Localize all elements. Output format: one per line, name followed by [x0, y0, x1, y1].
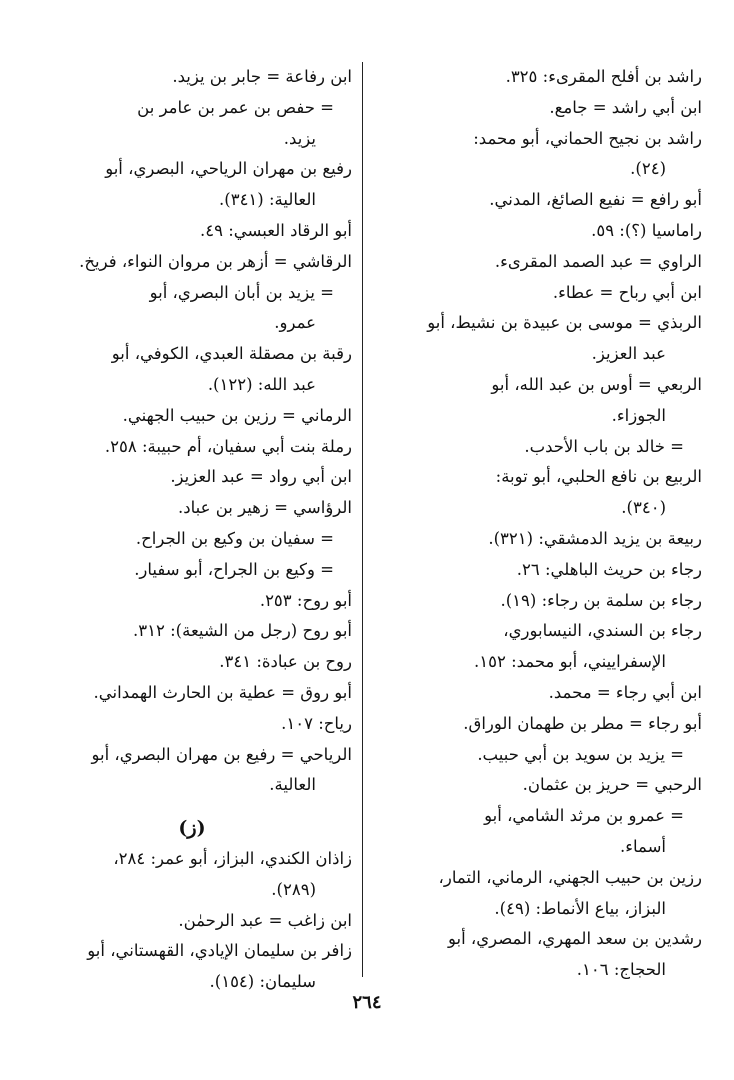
left-column — [32, 62, 352, 998]
index-subentry — [372, 432, 702, 463]
index-entry — [372, 93, 702, 124]
index-entry — [372, 462, 702, 524]
index-entry — [372, 616, 702, 678]
index-entry — [372, 185, 702, 216]
entry-text: أبو روق = عطية بن الحارث الهمداني. — [93, 682, 352, 702]
entry-continuation: يزيد. — [283, 128, 316, 148]
entry-continuation: الإسفراييني، أبو محمد: ١٥٢. — [473, 652, 666, 672]
entry-continuation: البزاز، بياع الأنماط: (٤٩). — [494, 898, 666, 918]
entry-text: الرياحي = رفيع بن مهران البصري، أبو — [91, 744, 352, 764]
entry-text: = خالد بن باب الأحدب. — [524, 436, 684, 456]
entry-continuation: عبد الله: (١٢٢). — [207, 374, 316, 394]
entry-text: ابن زاغب = عبد الرحمٰن. — [178, 910, 352, 930]
index-entry — [32, 616, 352, 647]
entry-text: = يزيد بن أبان البصري، أبو — [149, 282, 334, 302]
index-entry — [372, 308, 702, 370]
index-entry — [372, 709, 702, 740]
right-column — [372, 62, 702, 986]
entry-text: أبو الرقاد العبسي: ٤٩. — [200, 220, 352, 240]
index-entry — [32, 401, 352, 432]
entry-continuation: عمرو. — [274, 313, 316, 333]
index-entry — [32, 647, 352, 678]
entry-text: راشد بن أفلح المقرىء: ٣٢٥. — [505, 67, 702, 86]
index-entry — [372, 586, 702, 617]
entry-text: أبو رافع = نفيع الصائغ، المدني. — [489, 190, 702, 210]
index-entry — [32, 493, 352, 524]
index-subentry — [32, 278, 352, 340]
entry-text: ابن أبي رجاء = محمد. — [548, 682, 702, 702]
index-entry — [32, 247, 352, 278]
index-entry — [32, 906, 352, 937]
entry-text: = يزيد بن سويد بن أبي حبيب. — [477, 744, 684, 764]
entry-continuation: الحجاج: ١٠٦. — [576, 960, 666, 980]
entry-continuation: أسماء. — [620, 836, 666, 856]
entry-text: راشد بن نجيح الحماني، أبو محمد: — [473, 128, 702, 148]
entry-text: أبو روح (رجل من الشيعة): ٣١٢. — [133, 621, 352, 641]
entry-text: رزين بن حبيب الجهني، الرماني، التمار، — [438, 867, 702, 887]
entry-text: أبو رجاء = مطر بن طهمان الوراق. — [463, 713, 702, 733]
index-entry — [372, 678, 702, 709]
index-entry — [32, 936, 352, 998]
entry-continuation: العالية. — [269, 775, 316, 795]
index-entry — [372, 247, 702, 278]
entry-continuation: (٣٤٠). — [621, 498, 666, 518]
index-entry — [372, 370, 702, 432]
index-entry — [372, 555, 702, 586]
entry-text: الرحبي = حريز بن عثمان. — [522, 775, 702, 795]
entry-text: الراوي = عبد الصمد المقرىء. — [494, 251, 702, 271]
index-entry — [32, 678, 352, 709]
column-divider — [362, 62, 363, 977]
index-entry — [372, 863, 702, 925]
index-entry — [32, 586, 352, 617]
entry-text: الرماني = رزين بن حبيب الجهني. — [122, 405, 352, 425]
section-heading: (ز) — [178, 817, 206, 840]
entry-text: = عمرو بن مرثد الشامي، أبو — [484, 806, 684, 826]
entry-continuation: الجوزاء. — [611, 405, 666, 425]
entry-text: ابن أبي رواد = عبد العزيز. — [170, 467, 352, 487]
entry-text: رجاء بن سلمة بن رجاء: (١٩). — [500, 590, 702, 610]
index-entry — [32, 216, 352, 247]
index-entry — [372, 62, 702, 93]
index-entry — [372, 216, 702, 247]
entry-text: الربيع بن نافع الحلبي، أبو توبة: — [495, 467, 702, 487]
page-number: ٢٦٤ — [352, 992, 382, 1013]
index-entry — [32, 339, 352, 401]
entry-text: رقبة بن مصقلة العبدي، الكوفي، أبو — [111, 344, 352, 364]
entry-text: زافر بن سليمان الإيادي، القهستاني، أبو — [87, 941, 352, 961]
entry-continuation: (٢٨٩). — [271, 879, 316, 899]
entry-text: = سفيان بن وكيع بن الجراح. — [135, 528, 334, 548]
entry-continuation: العالية: (٣٤١). — [219, 190, 316, 210]
index-entry — [32, 844, 352, 906]
index-subentry — [32, 555, 352, 586]
entry-text: الربعي = أوس بن عبد الله، أبو — [491, 374, 702, 394]
index-entry — [32, 709, 352, 740]
entry-text: رشدين بن سعد المهري، المصري، أبو — [447, 929, 702, 949]
index-entry — [372, 924, 702, 986]
index-entry — [32, 462, 352, 493]
index-entry — [32, 432, 352, 463]
entry-text: رملة بنت أبي سفيان، أم حبيبة: ٢٥٨. — [104, 436, 352, 456]
index-entry — [372, 770, 702, 801]
entry-text: رجاء بن حريث الباهلي: ٢٦. — [516, 559, 702, 579]
entry-text: رجاء بن السندي، النيسابوري، — [503, 621, 702, 641]
entry-text: ابن أبي رباح = عطاء. — [552, 282, 702, 302]
entry-text: الربذي = موسى بن عبيدة بن نشيط، أبو — [427, 313, 702, 333]
index-entry — [32, 740, 352, 802]
index-subentry — [32, 524, 352, 555]
index-entry — [32, 62, 352, 93]
index-subentry — [372, 801, 702, 863]
index-entry — [372, 524, 702, 555]
entry-text: رياح: ١٠٧. — [281, 713, 352, 733]
entry-text: أبو روح: ٢٥٣. — [259, 590, 352, 610]
entry-text: = حفص بن عمر بن عامر بن — [137, 97, 334, 117]
entry-text: الرقاشي = أزهر بن مروان النواء، فريخ. — [79, 251, 352, 271]
index-entry — [372, 278, 702, 309]
index-entry — [32, 154, 352, 216]
entry-continuation: سليمان: (١٥٤). — [209, 972, 316, 992]
entry-text: ابن أبي راشد = جامع. — [549, 97, 702, 117]
entry-continuation: عبد العزيز. — [591, 344, 666, 364]
entry-continuation: (٢٤). — [630, 159, 666, 179]
entry-text: = وكيع بن الجراح، أبو سفيار. — [134, 559, 334, 579]
entry-text: زاذان الكندي، البزاز، أبو عمر: ٢٨٤، — [113, 848, 352, 868]
entry-text: الرؤاسي = زهير بن عباد. — [178, 498, 352, 518]
entry-text: رفيع بن مهران الرياحي، البصري، أبو — [105, 159, 352, 179]
entry-text: راماسيا (؟): ٥٩. — [591, 220, 702, 240]
index-subentry — [32, 93, 352, 155]
index-entry — [372, 124, 702, 186]
index-subentry — [372, 740, 702, 771]
entry-text: ربيعة بن يزيد الدمشقي: (٣٢١). — [488, 528, 702, 548]
entry-text: ابن رفاعة = جابر بن يزيد. — [172, 67, 352, 86]
entry-text: روح بن عبادة: ٣٤١. — [219, 652, 352, 672]
